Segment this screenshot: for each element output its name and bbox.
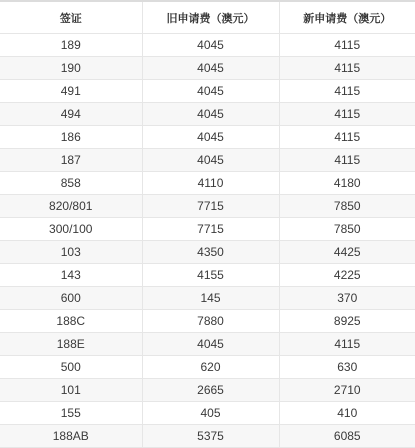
- visa-cell: 186: [0, 126, 142, 149]
- old-fee-cell: 4045: [142, 34, 279, 57]
- new-fee-cell: 4225: [279, 264, 415, 287]
- table-row: [0, 333, 415, 356]
- old-fee-cell: 145: [142, 287, 279, 310]
- visa-cell: 143: [0, 264, 142, 287]
- visa-cell: 820/801: [0, 195, 142, 218]
- table-row: [0, 149, 415, 172]
- old-fee-cell: 4110: [142, 172, 279, 195]
- table-row: [0, 126, 415, 149]
- table-row: [0, 241, 415, 264]
- new-fee-cell: 4115: [279, 34, 415, 57]
- table-row: [0, 264, 415, 287]
- visa-cell: 188E: [0, 333, 142, 356]
- table-row: [0, 425, 415, 448]
- visa-cell: 101: [0, 379, 142, 402]
- table-row: [0, 57, 415, 80]
- old-fee-cell: 2665: [142, 379, 279, 402]
- header-old-fee: 旧申请费（澳元）: [142, 1, 279, 34]
- old-fee-cell: 4045: [142, 57, 279, 80]
- table-row: [0, 103, 415, 126]
- old-fee-cell: 7715: [142, 218, 279, 241]
- old-fee-cell: 4045: [142, 149, 279, 172]
- visa-cell: 189: [0, 34, 142, 57]
- new-fee-cell: 7850: [279, 218, 415, 241]
- visa-cell: 300/100: [0, 218, 142, 241]
- new-fee-cell: 4115: [279, 333, 415, 356]
- new-fee-cell: 7850: [279, 195, 415, 218]
- visa-cell: 500: [0, 356, 142, 379]
- old-fee-cell: 4155: [142, 264, 279, 287]
- visa-cell: 188AB: [0, 425, 142, 448]
- new-fee-cell: 4115: [279, 126, 415, 149]
- old-fee-cell: 7715: [142, 195, 279, 218]
- visa-cell: 600: [0, 287, 142, 310]
- visa-cell: 187: [0, 149, 142, 172]
- new-fee-cell: 4115: [279, 103, 415, 126]
- visa-cell: 155: [0, 402, 142, 425]
- table-row: [0, 402, 415, 425]
- new-fee-cell: 4180: [279, 172, 415, 195]
- old-fee-cell: 405: [142, 402, 279, 425]
- table-row: [0, 34, 415, 57]
- new-fee-cell: 370: [279, 287, 415, 310]
- old-fee-cell: 4045: [142, 103, 279, 126]
- old-fee-cell: 4045: [142, 126, 279, 149]
- visa-cell: 103: [0, 241, 142, 264]
- table-body: [0, 34, 415, 448]
- table-row: [0, 287, 415, 310]
- new-fee-cell: 630: [279, 356, 415, 379]
- old-fee-cell: 620: [142, 356, 279, 379]
- header-row: [0, 1, 415, 34]
- table-row: [0, 379, 415, 402]
- table-row: [0, 310, 415, 333]
- old-fee-cell: 7880: [142, 310, 279, 333]
- new-fee-cell: 6085: [279, 425, 415, 448]
- visa-cell: 190: [0, 57, 142, 80]
- header-visa: 签证: [0, 1, 142, 34]
- new-fee-cell: 4115: [279, 57, 415, 80]
- visa-cell: 858: [0, 172, 142, 195]
- visa-cell: 494: [0, 103, 142, 126]
- visa-cell: 491: [0, 80, 142, 103]
- table-row: [0, 172, 415, 195]
- new-fee-cell: 4115: [279, 80, 415, 103]
- header-new-fee: 新申请费（澳元）: [279, 1, 415, 34]
- old-fee-cell: 4045: [142, 80, 279, 103]
- table-row: [0, 195, 415, 218]
- new-fee-cell: 8925: [279, 310, 415, 333]
- old-fee-cell: 4045: [142, 333, 279, 356]
- table-row: [0, 80, 415, 103]
- table-row: [0, 356, 415, 379]
- new-fee-cell: 2710: [279, 379, 415, 402]
- visa-cell: 188C: [0, 310, 142, 333]
- old-fee-cell: 5375: [142, 425, 279, 448]
- old-fee-cell: 4350: [142, 241, 279, 264]
- new-fee-cell: 4115: [279, 149, 415, 172]
- table-row: [0, 218, 415, 241]
- new-fee-cell: 4425: [279, 241, 415, 264]
- table-header: [0, 1, 415, 34]
- new-fee-cell: 410: [279, 402, 415, 425]
